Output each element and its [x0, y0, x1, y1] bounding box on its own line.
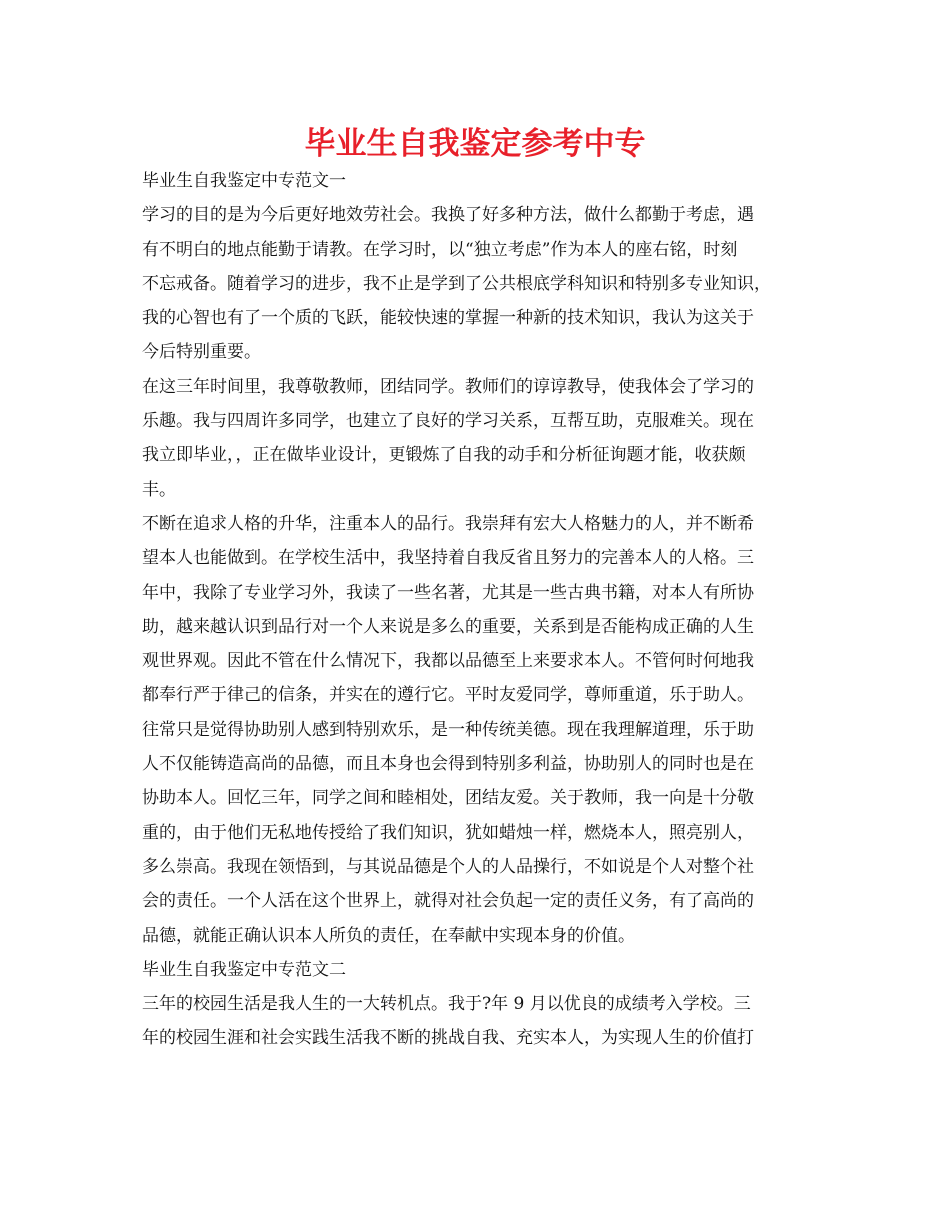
document-body: [142, 164, 827, 1056]
text-line: 助，越来越认识到品行对一个人来说是多么的重要，关系到是否能构成正确的人生: [142, 616, 754, 637]
text-line: 都奉行严于律己的信条，并实在的遵行它。平时友爱同学，尊师重道，乐于助人。: [142, 685, 754, 706]
text-line: 年的校园生涯和社会实践生活我不断的挑战自我、充实本人，为实现人生的价值打: [142, 1028, 754, 1049]
text-line: 年中，我除了专业学习外，我读了一些名著，尤其是一些古典书籍，对本人有所协: [142, 582, 754, 603]
text-line: 三年的校园生活是我人生的一大转机点。我于?年 9 月以优良的成绩考入学校。三: [142, 994, 751, 1015]
text-line: 往常只是觉得协助别人感到特别欢乐，是一种传统美德。现在我理解道理，乐于助: [142, 719, 754, 740]
text-line: 协助本人。回忆三年，同学之间和睦相处，团结友爱。关于教师，我一向是十分敬: [142, 788, 754, 809]
text-line: 会的责任。一个人活在这个世界上，就得对社会负起一定的责任义务，有了高尚的: [142, 891, 754, 912]
text-line: 学习的目的是为今后更好地效劳社会。我换了好多种方法，做什么都勤于考虑，遇: [142, 205, 754, 226]
text-line: 我的心智也有了一个质的飞跃，能较快速的掌握一种新的技术知识，我认为这关于: [142, 308, 754, 329]
text-line: 多么崇高。我现在领悟到，与其说品德是个人的人品操行，不如说是个人对整个社: [142, 856, 754, 877]
text-line: 品德，就能正确认识本人所负的责任，在奉献中实现本身的价值。: [142, 925, 635, 946]
text-line: 观世界观。因此不管在什么情况下，我都以品德至上来要求本人。不管何时何地我: [142, 651, 754, 672]
text-line: 丰。: [142, 479, 176, 500]
text-line: 重的，由于他们无私地传授给了我们知识，犹如蜡烛一样，燃烧本人，照亮别人，: [142, 822, 754, 843]
text-line: 我立即毕业，，正在做毕业设计，更锻炼了自我的动手和分析征询题才能，收获颇: [142, 445, 746, 466]
text-line: 不断在追求人格的升华，注重本人的品行。我崇拜有宏大人格魅力的人，并不断希: [142, 513, 754, 534]
document-title: 毕业生自我鉴定参考中专: [304, 126, 646, 162]
text-line: 有不明白的地点能勤于请教。在学习时，以“独立考虑”作为本人的座右铭，时刻: [142, 239, 738, 260]
text-line: 不忘戒备。随着学习的进步，我不止是学到了公共根底学科知识和特别多专业知识，: [142, 273, 771, 294]
text-line: 在这三年时间里，我尊敬教师，团结同学。教师们的谆谆教导，使我体会了学习的: [142, 376, 754, 397]
text-line: 人不仅能铸造高尚的品德，而且本身也会得到特别多利益，协助别人的同时也是在: [142, 754, 754, 775]
text-line: 乐趣。我与四周许多同学，也建立了良好的学习关系，互帮互助，克服难关。现在: [142, 411, 754, 432]
section-heading-2: 毕业生自我鉴定中专范文二: [142, 959, 346, 980]
text-line: 望本人也能做到。在学校生活中，我坚持着自我反省且努力的完善本人的人格。三: [142, 548, 754, 569]
text-line: 今后特别重要。: [142, 342, 261, 363]
section-heading-1: 毕业生自我鉴定中专范文一: [142, 171, 346, 191]
